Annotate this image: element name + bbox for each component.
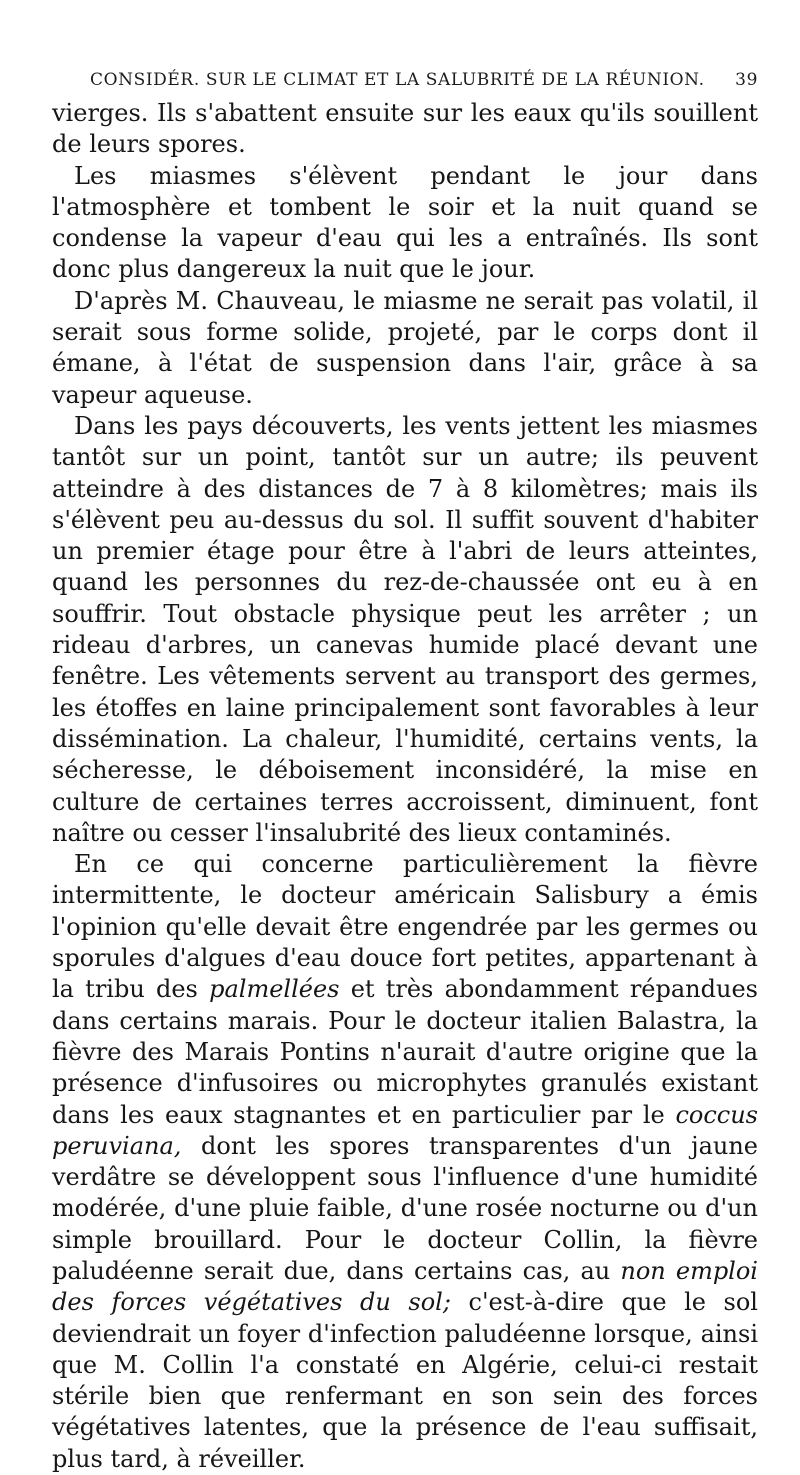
italic-term-palmellees: palmellées	[209, 975, 340, 1004]
running-title: CONSIDÉR. SUR LE CLIMAT ET LA SALUBRITÉ DE LA RÉUNION.	[90, 70, 705, 90]
italic-term-coccus-peruviana: coccus peruviana,	[52, 1100, 758, 1160]
document-page	[52, 70, 758, 1475]
paragraph-continuation: vierges. Ils s'abattent ensuite sur les eaux qu'ils souillent de leurs spores.	[52, 99, 758, 159]
paragraph-text-segment: En ce qui concerne particulièrement la fièvre intermittente, le docteur américain Salisbury a émis l'opinion qu'elle devait être engendrée par les germes ou sporules d'algues d'eau douce fort petites, appartenant à la tribu des	[52, 850, 758, 1004]
page-number: 39	[735, 70, 758, 90]
paragraph-text-segment: et très abondamment répandues dans certains marais. Pour le docteur italien Balastra, la fièvre des Marais Pontins n'aurait d'autre origine que la présence d'infusoires ou microphytes granulés existant dans les eaux stagnantes et en particulier par le	[52, 975, 758, 1129]
paragraph-text-segment: c'est-à-dire que le sol deviendrait un foyer d'infection paludéenne lorsque, ainsi que M. Collin l'a constaté en Algérie, celui-ci restait stérile bien que renfermant en son sein des forces végétatives latentes, que la présence de l'eau suffisait, plus tard, à réveiller.	[52, 1288, 758, 1473]
paragraph-fievre-intermittente	[52, 849, 758, 1475]
italic-phrase-forces-vegetatives: non emploi des forces végétatives du sol;	[52, 1256, 758, 1317]
paragraph-pays-decouverts: Dans les pays découverts, les vents jettent les miasmes tantôt sur un point, tantôt sur un autre; ils peuvent atteindre à des distances de 7 à 8 kilomètres; mais ils s'élèvent peu au-dessus du sol. Il suffit souvent d'habiter un premier étage pour être à l'abri de leurs atteintes, quand les personnes du rez-de-chaussée ont eu à en souffrir. Tout obstacle physique peut les arrêter ; un rideau d'arbres, un canevas humide placé devant une fenêtre. Les vêtements servent au transport des germes, les étoffes en laine principalement sont favorables à leur dissémination. La chaleur, l'humidité, certains vents, la sécheresse, le déboisement inconsidéré, la mise en culture de certaines terres accroissent, diminuent, font naître ou cesser l'insalubrité des lieux contaminés.	[52, 411, 758, 847]
paragraph-miasmes-atmosphere: Les miasmes s'élèvent pendant le jour dans l'atmosphère et tombent le soir et la nuit quand se condense la vapeur d'eau qui les a entraînés. Ils sont donc plus dangereux la nuit que le jour.	[52, 161, 758, 284]
body-text	[52, 98, 758, 1475]
paragraph-text-segment: dont les spores transparentes d'un jaune verdâtre se développent sous l'influence d'une humidité modérée, d'une pluie faible, d'une rosée nocturne ou d'un simple brouillard. Pour le docteur Collin, la fièvre paludéenne serait due, dans certains cas, au	[52, 1131, 758, 1285]
running-header	[52, 70, 758, 90]
paragraph-chauveau: D'après M. Chauveau, le miasme ne serait pas volatil, il serait sous forme solide, projeté, par le corps dont il émane, à l'état de suspension dans l'air, grâce à sa vapeur aqueuse.	[52, 286, 758, 409]
